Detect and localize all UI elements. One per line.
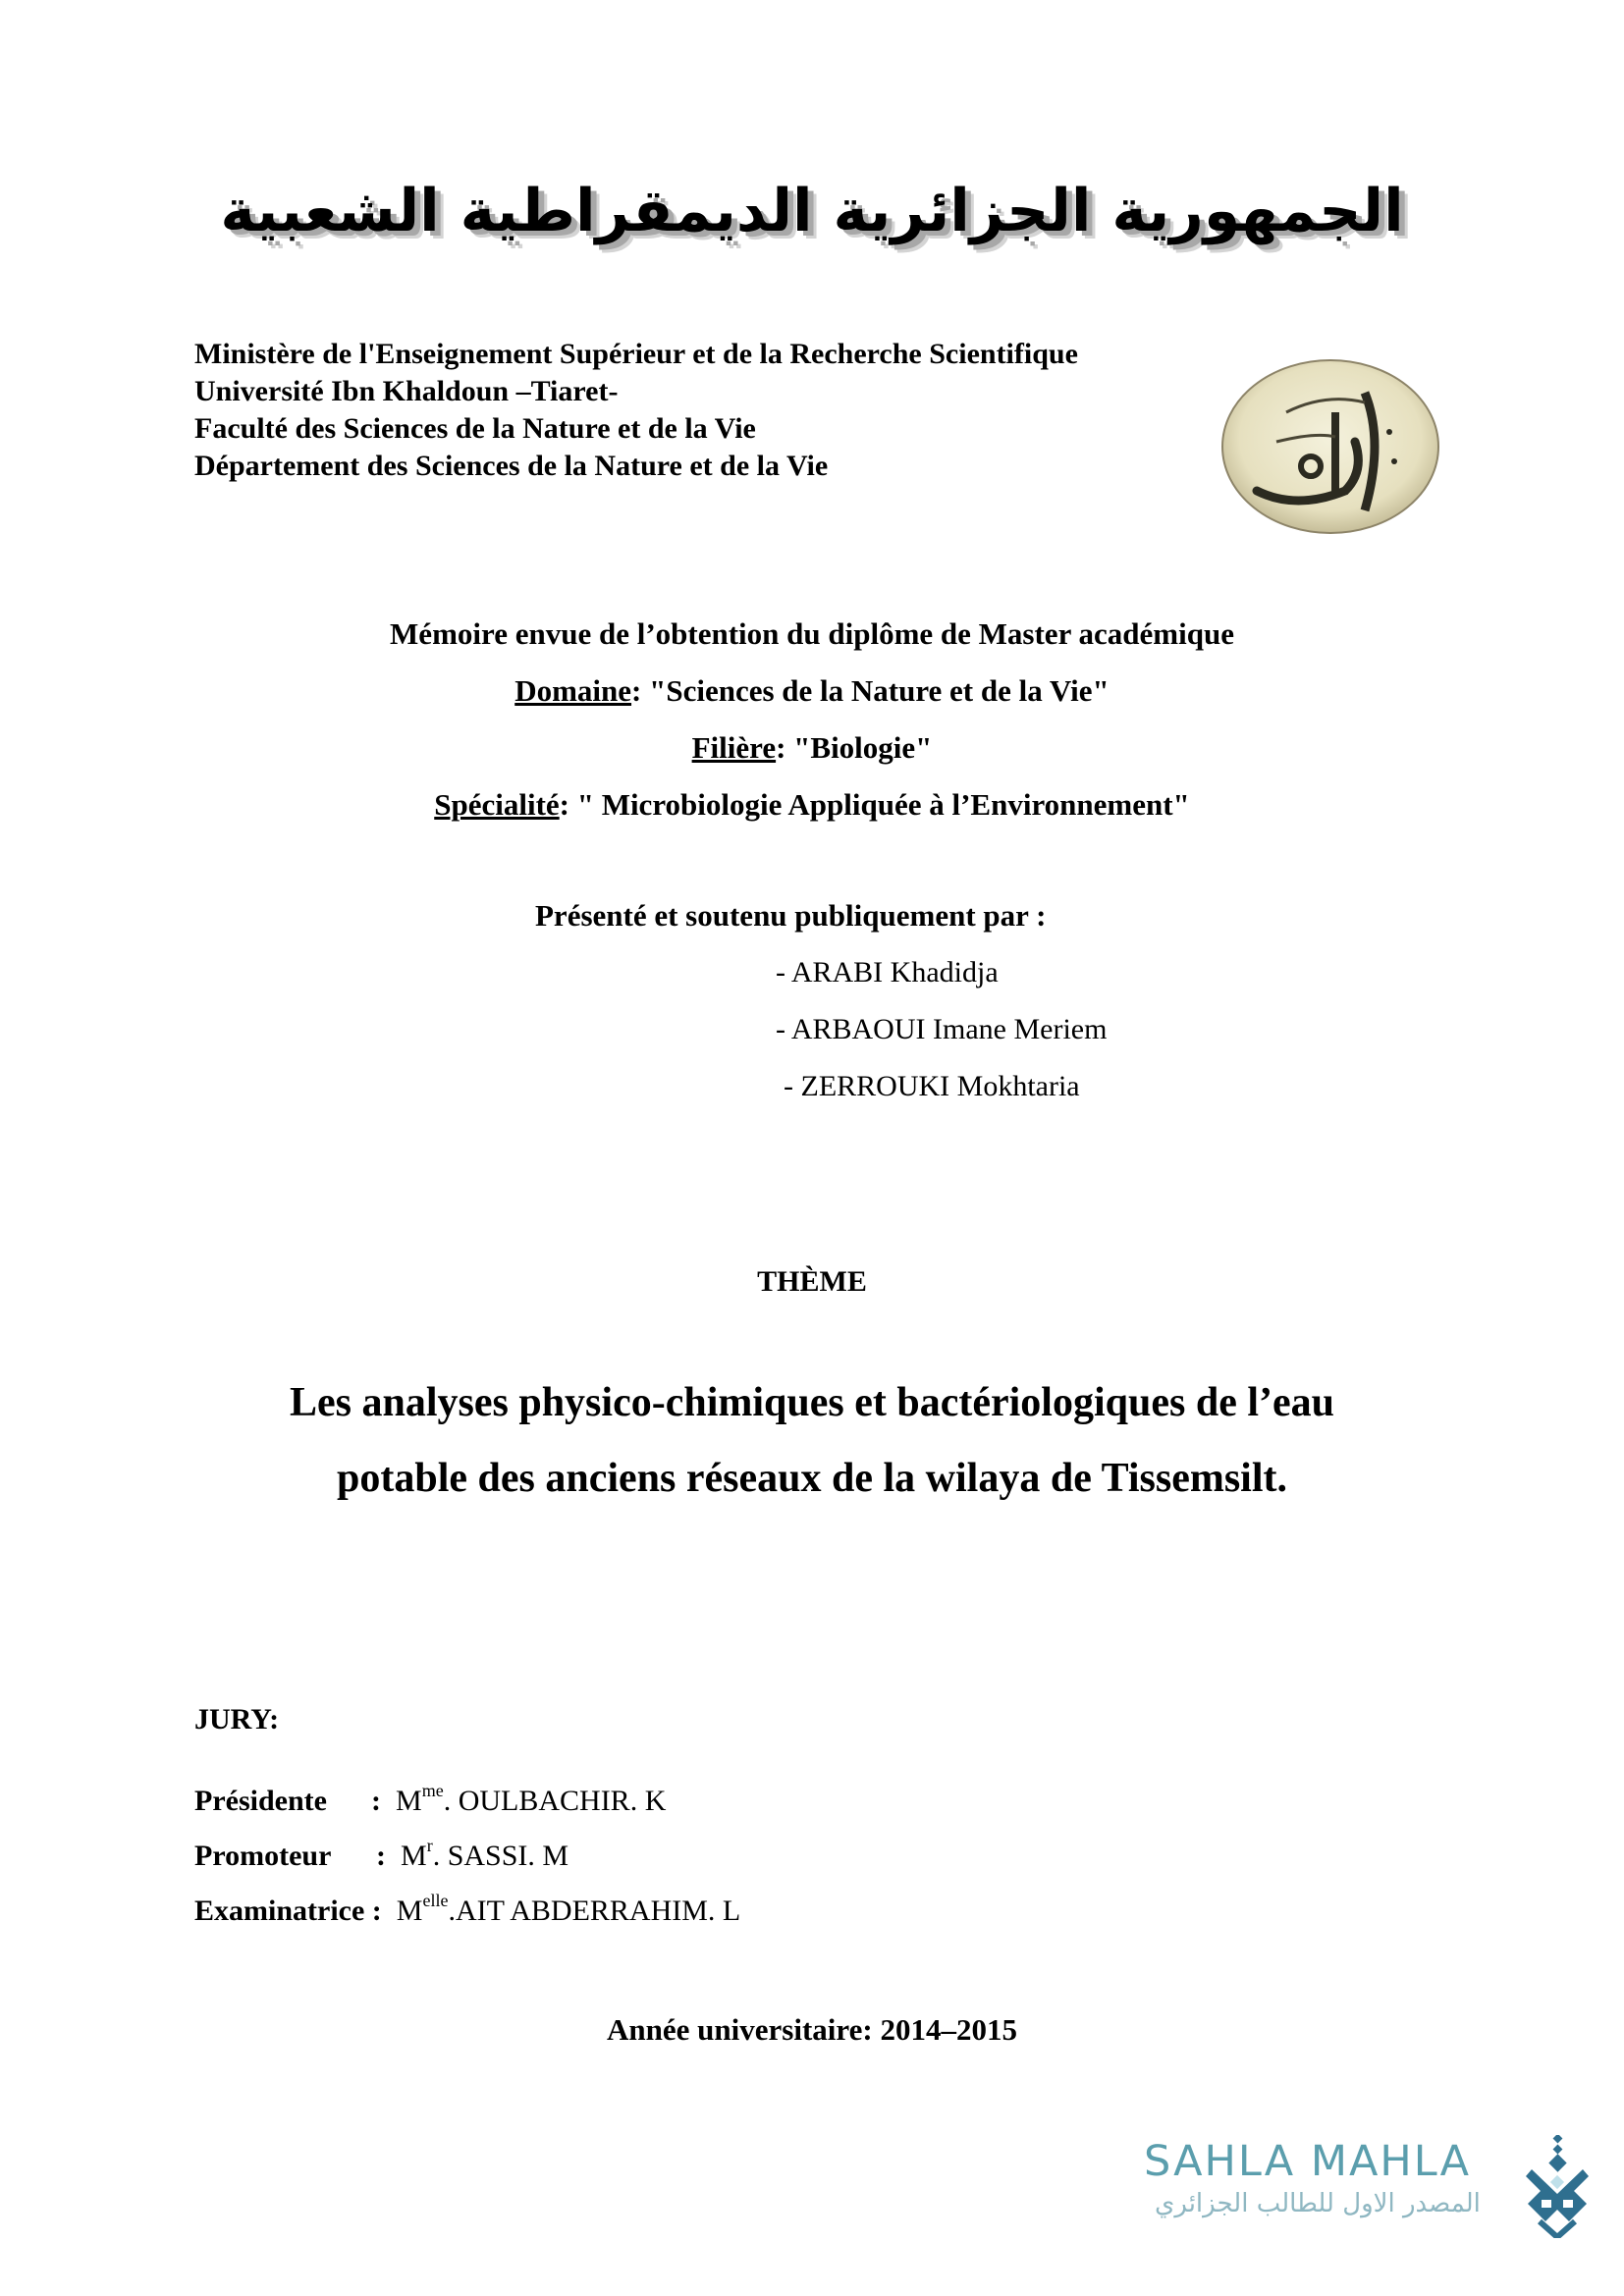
specialite-label: Spécialité bbox=[434, 787, 560, 822]
specialite-value: : " Microbiologie Appliquée à l’Environnement" bbox=[559, 787, 1190, 822]
sahla-mahla-emblem-icon bbox=[1522, 2135, 1596, 2238]
jury-role: Présidente bbox=[194, 1785, 327, 1817]
jury-title-sup: elle bbox=[422, 1891, 449, 1910]
jury-sep: : bbox=[371, 1895, 382, 1927]
sahla-mahla-watermark bbox=[1139, 2135, 1610, 2243]
domaine-value: : "Sciences de la Nature et de la Vie" bbox=[631, 673, 1110, 708]
filiere-label: Filière bbox=[691, 730, 777, 765]
thesis-title-line-2: potable des anciens réseaux de la wilaya de Tissemsilt. bbox=[337, 1456, 1287, 1501]
specialite-line bbox=[0, 787, 1624, 823]
university-line: Université Ibn Khaldoun –Tiaret- bbox=[194, 375, 619, 407]
department-line: Département des Sciences de la Nature et de la Vie bbox=[194, 450, 829, 482]
jury-member-row bbox=[194, 1891, 741, 1928]
jury-role: Examinatrice bbox=[194, 1895, 365, 1927]
jury-label: JURY: bbox=[194, 1703, 280, 1735]
jury-member-row bbox=[194, 1781, 667, 1818]
filiere-line bbox=[0, 730, 1624, 766]
jury-sep: : bbox=[376, 1840, 386, 1872]
university-seal-logo bbox=[1218, 353, 1443, 540]
presented-by-label: Présenté et soutenu publiquement par : bbox=[535, 898, 1047, 933]
jury-title-sup: me bbox=[421, 1781, 444, 1800]
watermark-brand: SAHLA MAHLA bbox=[1144, 2137, 1472, 2186]
faculty-line: Faculté des Sciences de la Nature et de la Vie bbox=[194, 412, 756, 445]
jury-name: . SASSI. M bbox=[432, 1840, 569, 1872]
student-name: - ARABI Khadidja bbox=[776, 956, 999, 988]
jury-member-row bbox=[194, 1836, 569, 1873]
domaine-label: Domaine bbox=[514, 673, 632, 708]
watermark-tagline: المصدر الاول للطالب الجزائري bbox=[1155, 2189, 1481, 2218]
jury-prefix: M bbox=[396, 1785, 422, 1817]
jury-sep: : bbox=[371, 1785, 381, 1817]
thesis-title-line-1: Les analyses physico-chimiques et bactériologiques de l’eau bbox=[289, 1380, 1334, 1425]
jury-prefix: M bbox=[396, 1895, 423, 1927]
arabic-republic-title: الجمهورية الجزائرية الديمقراطية الشعبية bbox=[220, 177, 1404, 245]
student-name: - ARBAOUI Imane Meriem bbox=[776, 1013, 1108, 1045]
jury-name: . OULBACHIR. K bbox=[443, 1785, 667, 1817]
jury-role: Promoteur bbox=[194, 1840, 332, 1872]
ministry-line: Ministère de l'Enseignement Supérieur et de la Recherche Scientifique bbox=[194, 338, 1078, 370]
theme-label: THÈME bbox=[757, 1265, 867, 1298]
memoire-intro: Mémoire envue de l’obtention du diplôme de Master académique bbox=[390, 616, 1234, 651]
filiere-value: : "Biologie" bbox=[776, 730, 933, 765]
academic-year: Année universitaire: 2014–2015 bbox=[607, 2012, 1017, 2047]
jury-title-sup: r bbox=[426, 1836, 433, 1855]
jury-name: .AIT ABDERRAHIM. L bbox=[448, 1895, 741, 1927]
student-name: - ZERROUKI Mokhtaria bbox=[784, 1070, 1080, 1102]
jury-prefix: M bbox=[401, 1840, 427, 1872]
domaine-line bbox=[0, 673, 1624, 709]
